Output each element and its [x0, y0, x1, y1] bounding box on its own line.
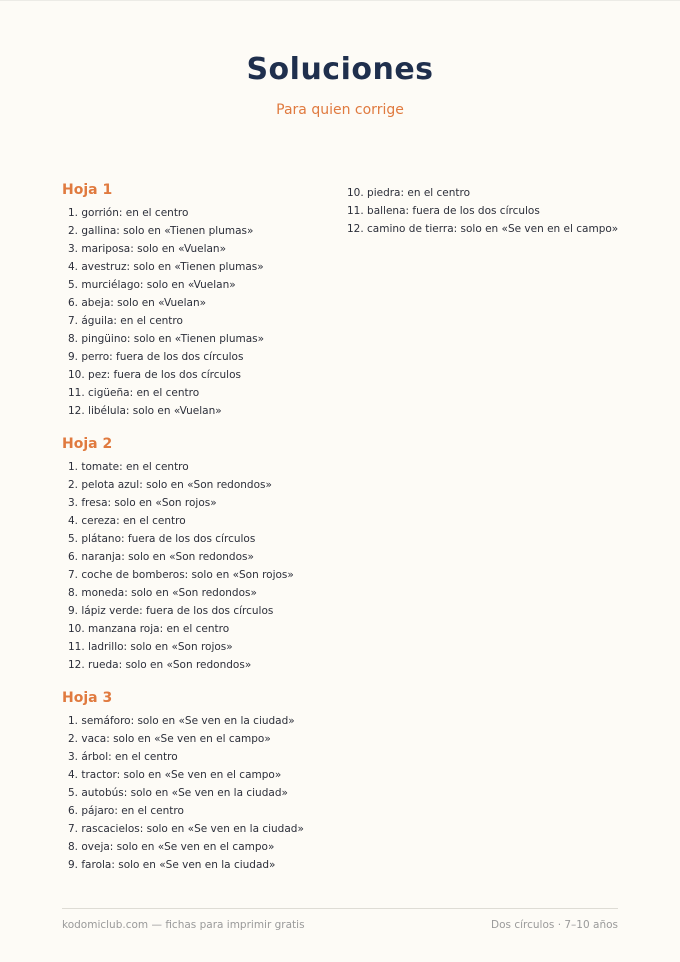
page-subtitle: Para quien corrige [276, 102, 404, 118]
list-item: 2. pelota azul: solo en «Son redondos» [68, 479, 272, 491]
list-item: 3. árbol: en el centro [68, 751, 178, 763]
list-item: 9. perro: fuera de los dos círculos [68, 351, 244, 363]
list-item: 11. cigüeña: en el centro [68, 387, 200, 399]
list-item: 2. vaca: solo en «Se ven en el campo» [68, 733, 271, 745]
list-item: 9. farola: solo en «Se ven en la ciudad» [68, 859, 276, 871]
list-item: 1. gorrión: en el centro [68, 207, 189, 219]
list-item: 4. cereza: en el centro [68, 515, 186, 527]
sheet-title: Hoja 1 [62, 182, 113, 198]
sheet-title: Hoja 3 [62, 690, 113, 706]
list-item: 3. mariposa: solo en «Vuelan» [68, 243, 227, 255]
list-item: 12. rueda: solo en «Son redondos» [68, 659, 252, 671]
page-title: Soluciones [246, 52, 434, 87]
list-item: 7. coche de bomberos: solo en «Son rojos» [68, 569, 294, 581]
list-item: 10. pez: fuera de los dos círculos [68, 369, 241, 381]
list-item: 7. águila: en el centro [68, 315, 183, 327]
list-item: 11. ballena: fuera de los dos círculos [347, 205, 540, 217]
list-item: 4. tractor: solo en «Se ven en el campo» [68, 769, 282, 781]
left-column [62, 180, 332, 888]
list-item: 1. semáforo: solo en «Se ven en la ciudad» [68, 715, 295, 727]
footer-divider [62, 908, 618, 909]
sheet-title: Hoja 2 [62, 436, 113, 452]
right-column [347, 184, 647, 238]
list-item: 7. rascacielos: solo en «Se ven en la ciudad» [68, 823, 304, 835]
list-item: 6. naranja: solo en «Son redondos» [68, 551, 254, 563]
list-item: 2. gallina: solo en «Tienen plumas» [68, 225, 254, 237]
footer-worksheet-info: Dos círculos · 7–10 años [491, 919, 618, 931]
list-item: 5. plátano: fuera de los dos círculos [68, 533, 256, 545]
list-item: 1. tomate: en el centro [68, 461, 189, 473]
list-item: 12. camino de tierra: solo en «Se ven en el campo» [347, 223, 619, 235]
list-item: 11. ladrillo: solo en «Son rojos» [68, 641, 233, 653]
list-item: 10. piedra: en el centro [347, 187, 471, 199]
list-item: 6. abeja: solo en «Vuelan» [68, 297, 207, 309]
list-item: 5. murciélago: solo en «Vuelan» [68, 279, 236, 291]
list-item: 3. fresa: solo en «Son rojos» [68, 497, 217, 509]
sheet-1 [62, 180, 332, 420]
list-item: 4. avestruz: solo en «Tienen plumas» [68, 261, 264, 273]
list-item: 12. libélula: solo en «Vuelan» [68, 405, 222, 417]
list-item: 5. autobús: solo en «Se ven en la ciudad» [68, 787, 288, 799]
list-item: 8. pingüino: solo en «Tienen plumas» [68, 333, 265, 345]
sheet-2 [62, 434, 332, 674]
list-item: 8. oveja: solo en «Se ven en el campo» [68, 841, 275, 853]
footer-site-text: kodomiclub.com — fichas para imprimir gratis [62, 919, 305, 931]
sheet-3 [62, 688, 332, 874]
list-item: 10. manzana roja: en el centro [68, 623, 230, 635]
list-item: 8. moneda: solo en «Son redondos» [68, 587, 257, 599]
list-item: 6. pájaro: en el centro [68, 805, 184, 817]
list-item: 9. lápiz verde: fuera de los dos círculos [68, 605, 274, 617]
